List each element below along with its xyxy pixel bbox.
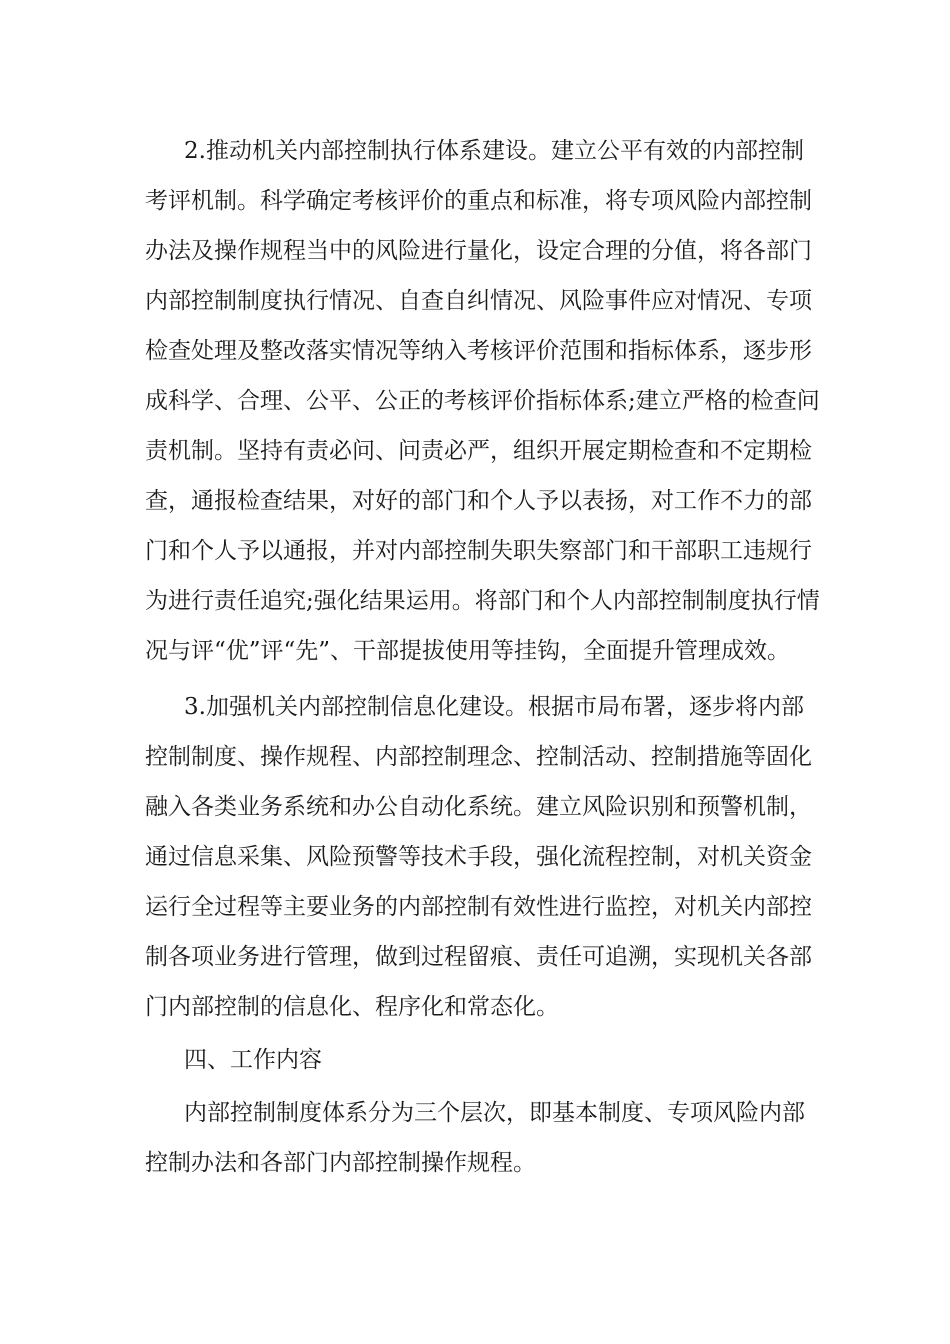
text-line: [0, 631, 950, 671]
line-text: 3.加强机关内部控制信息化建设。根据市局布署，逐步将内部: [184, 694, 804, 720]
text-line: [0, 181, 950, 221]
text-line: [0, 1093, 950, 1133]
line-text: 检查处理及整改落实情况等纳入考核评价范围和指标体系，逐步形: [145, 338, 812, 364]
line-text: 办法及操作规程当中的风险进行量化，设定合理的分值，将各部门: [145, 238, 812, 264]
line-text: 制各项业务进行管理，做到过程留痕、责任可追溯，实现机关各部: [145, 944, 812, 970]
text-line: [0, 531, 950, 571]
text-line: [0, 131, 950, 171]
text-line: [0, 837, 950, 877]
section-heading: [0, 1040, 950, 1080]
text-line: [0, 581, 950, 621]
line-text: 控制制度、操作规程、内部控制理念、控制活动、控制措施等固化: [145, 744, 812, 770]
text-line: [0, 281, 950, 321]
line-text: 况与评“优”评“先”、干部提拔使用等挂钩，全面提升管理成效。: [145, 638, 791, 664]
line-text: 2.推动机关内部控制执行体系建设。建立公平有效的内部控制: [184, 138, 804, 164]
text-line: [0, 687, 950, 727]
line-text: 成科学、合理、公平、公正的考核评价指标体系;建立严格的检查问: [145, 388, 820, 414]
line-text: 门和个人予以通报，并对内部控制失职失察部门和干部职工违规行: [145, 538, 812, 564]
line-text: 为进行责任追究;强化结果运用。将部门和个人内部控制制度执行情: [145, 588, 820, 614]
line-text: 查，通报检查结果，对好的部门和个人予以表扬，对工作不力的部: [145, 488, 812, 514]
line-text: 门内部控制的信息化、程序化和常态化。: [145, 994, 559, 1020]
text-line: [0, 1143, 950, 1183]
line-text: 控制办法和各部门内部控制操作规程。: [145, 1150, 536, 1176]
text-line: [0, 331, 950, 371]
line-text: 内部控制制度体系分为三个层次，即基本制度、专项风险内部: [184, 1100, 805, 1126]
text-line: [0, 787, 950, 827]
text-line: [0, 381, 950, 421]
line-text: 责机制。坚持有责必问、问责必严，组织开展定期检查和不定期检: [145, 438, 812, 464]
text-line: [0, 937, 950, 977]
line-text: 四、工作内容: [184, 1047, 322, 1073]
line-text: 运行全过程等主要业务的内部控制有效性进行监控，对机关内部控: [145, 894, 812, 920]
line-text: 考评机制。科学确定考核评价的重点和标准，将专项风险内部控制: [145, 188, 812, 214]
line-text: 内部控制制度执行情况、自查自纠情况、风险事件应对情况、专项: [145, 288, 812, 314]
line-text: 通过信息采集、风险预警等技术手段，强化流程控制，对机关资金: [145, 844, 812, 870]
text-line: [0, 737, 950, 777]
line-text: 融入各类业务系统和办公自动化系统。建立风险识别和预警机制，: [145, 794, 812, 820]
text-line: [0, 887, 950, 927]
text-line: [0, 987, 950, 1027]
text-line: [0, 431, 950, 471]
text-line: [0, 231, 950, 271]
text-line: [0, 481, 950, 521]
